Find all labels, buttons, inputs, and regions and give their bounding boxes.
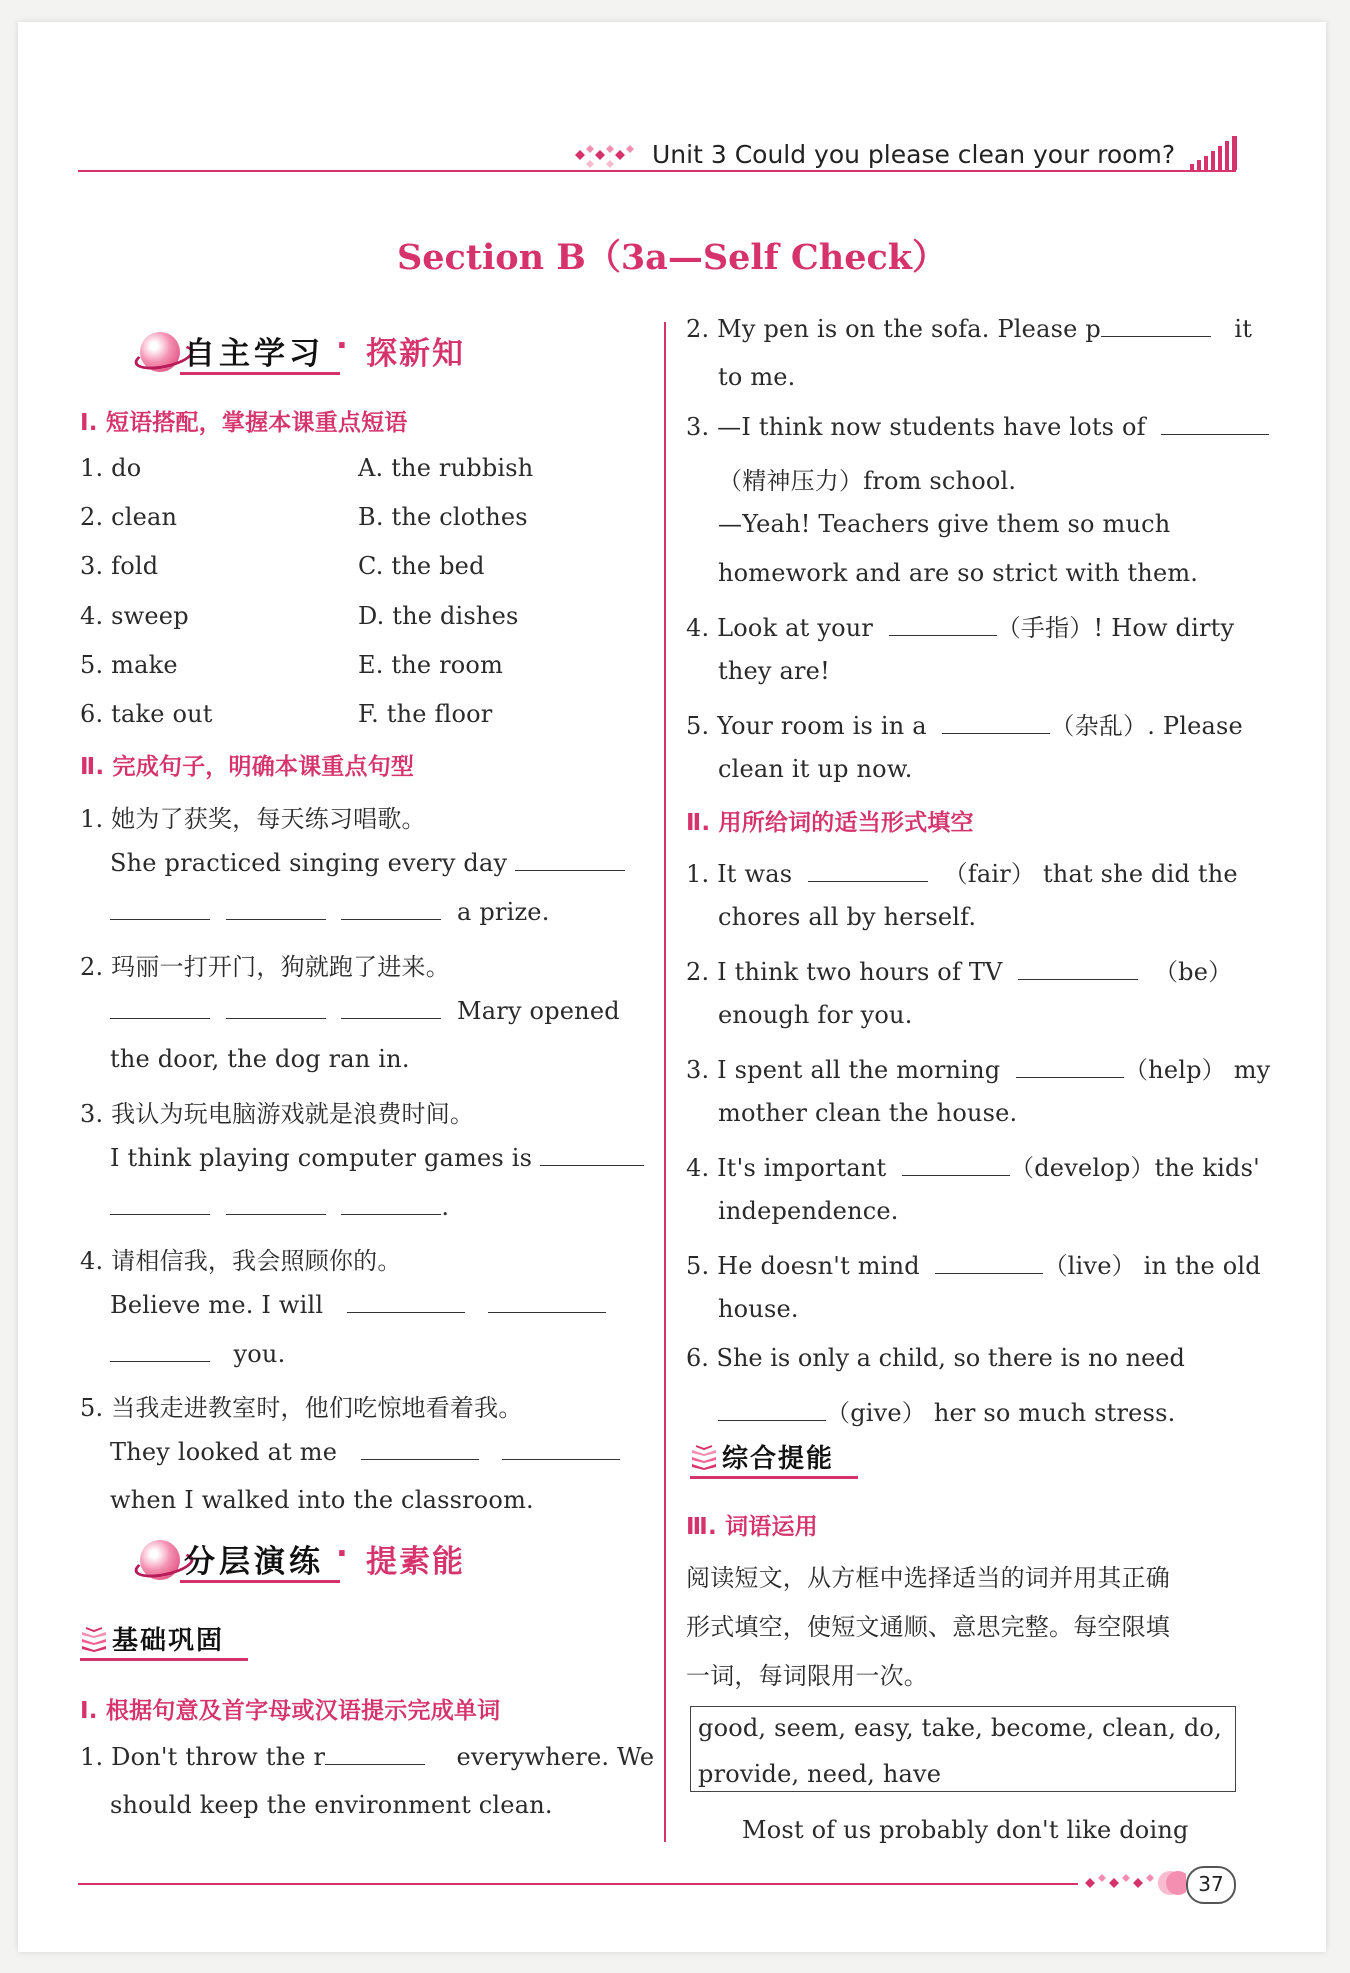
match-left-2: 2. clean — [80, 503, 178, 531]
q2-text: Mary opened — [457, 997, 620, 1025]
match-left-1: 1. do — [80, 454, 142, 482]
subheading-basic — [80, 1618, 248, 1660]
f5-line1 — [686, 1246, 1261, 1281]
q1-blank-1[interactable] — [515, 848, 625, 871]
r2-line1 — [686, 314, 1252, 343]
r2-text-2: it — [1234, 315, 1253, 343]
banner-black-text: 分层演练 — [184, 1544, 324, 1580]
match-right-b: B. the clothes — [358, 503, 528, 531]
q5-text: They looked at me — [110, 1438, 338, 1466]
column-divider — [664, 322, 666, 1842]
banner-dot: · — [336, 1536, 350, 1572]
f3-text-2: （help） my — [1123, 1056, 1271, 1084]
f3-blank[interactable] — [1016, 1055, 1124, 1078]
banner-underline — [180, 372, 340, 375]
word-box-line-2: provide, need, have — [698, 1760, 942, 1788]
f4-text-2: （develop）the kids' — [1010, 1154, 1260, 1182]
match-left-3: 3. fold — [80, 552, 159, 580]
subheading-underline — [80, 1658, 248, 1661]
f2-line1 — [686, 952, 1232, 987]
q4-text: Believe me. I will — [110, 1291, 324, 1319]
f4-blank[interactable] — [902, 1153, 1010, 1176]
f6-blank[interactable] — [718, 1398, 826, 1421]
q2-end: the door, the dog ran in. — [110, 1045, 410, 1073]
section-heading-5: Ⅲ. 词语运用 — [686, 1514, 818, 1540]
r4-line1 — [686, 608, 1234, 643]
match-right-f: F. the floor — [358, 700, 493, 728]
instruction-line-2: 形式填空，使短文通顺、意思完整。每空限填 — [686, 1613, 1170, 1641]
q5-english — [110, 1437, 620, 1466]
b1-line1 — [80, 1742, 654, 1771]
q1-line2 — [110, 897, 550, 926]
subheading-text: 基础巩固 — [112, 1626, 225, 1656]
page-number: 37 — [1186, 1866, 1236, 1904]
f6-line2 — [718, 1393, 1175, 1428]
match-left-6: 6. take out — [80, 700, 213, 728]
passage-first-line: Most of us probably don't like doing — [742, 1816, 1189, 1844]
f4-line1 — [686, 1148, 1260, 1183]
f6-line1: 6. She is only a child, so there is no need — [686, 1344, 1185, 1372]
r4-text: 4. Look at your — [686, 614, 874, 642]
r2-text: 2. My pen is on the sofa. Please p — [686, 315, 1101, 343]
signal-bars-icon — [1188, 134, 1240, 172]
banner-dot: · — [336, 328, 350, 364]
section-heading-4: Ⅱ. 用所给词的适当形式填空 — [686, 810, 974, 836]
q4-blank-3[interactable] — [110, 1339, 210, 1362]
f1-text: 1. It was — [686, 860, 793, 888]
workbook-page — [18, 22, 1326, 1952]
r5-text: 5. Your room is in a — [686, 712, 927, 740]
banner-self-study — [140, 324, 560, 376]
diamond-dots-icon — [574, 142, 638, 172]
r5-line2: clean it up now. — [718, 755, 913, 783]
r5-text-2: （杂乱）. Please — [1050, 712, 1243, 740]
f1-blank[interactable] — [808, 859, 928, 882]
match-right-a: A. the rubbish — [358, 454, 534, 482]
q2-blank-1[interactable] — [110, 996, 210, 1019]
b1-blank[interactable] — [325, 1742, 425, 1765]
q1-blank-4[interactable] — [341, 897, 441, 920]
match-right-d: D. the dishes — [358, 602, 519, 630]
instruction-line-3: 一词，每词限用一次。 — [686, 1662, 928, 1690]
f5-line2: house. — [718, 1295, 799, 1323]
f3-line1 — [686, 1050, 1270, 1085]
f5-text: 5. He doesn't mind — [686, 1252, 920, 1280]
r3-text: 3. —I think now students have lots of — [686, 413, 1146, 441]
section-heading-2: Ⅱ. 完成句子，明确本课重点句型 — [80, 754, 415, 780]
r3-line2: （精神压力）from school. — [718, 467, 1017, 495]
header-rule — [78, 170, 1236, 172]
q2-chinese: 2. 玛丽一打开门，狗就跑了进来。 — [80, 953, 450, 981]
banner-black-text: 自主学习 — [184, 336, 324, 372]
r4-text-2: （手指）! How dirty — [996, 614, 1235, 642]
q4-end-text: you. — [233, 1340, 286, 1368]
q3-end-text: . — [441, 1193, 450, 1221]
subheading-text: 综合提能 — [722, 1444, 835, 1474]
f4-line2: independence. — [718, 1197, 899, 1225]
q5-chinese: 5. 当我走进教室时，他们吃惊地看着我。 — [80, 1394, 523, 1422]
footer-rule — [78, 1883, 1078, 1885]
q1-blank-3[interactable] — [226, 897, 326, 920]
subheading-underline — [690, 1476, 858, 1479]
f4-text: 4. It's important — [686, 1154, 887, 1182]
q5-end: when I walked into the classroom. — [110, 1486, 534, 1514]
f6-text-2: （give） her so much stress. — [826, 1399, 1176, 1427]
r2-line2: to me. — [718, 363, 796, 391]
q2-blank-2[interactable] — [226, 996, 326, 1019]
q5-blank-1[interactable] — [361, 1437, 479, 1460]
q2-blank-3[interactable] — [341, 996, 441, 1019]
q1-english — [110, 848, 625, 877]
r3-line4: homework and are so strict with them. — [718, 559, 1199, 587]
f2-text: 2. I think two hours of TV — [686, 958, 1003, 986]
q3-line2 — [110, 1192, 449, 1221]
b1-text: 1. Don't throw the r — [80, 1743, 326, 1771]
page-title: Section B（3a—Self Check） — [396, 237, 948, 278]
banner-pink-text: 提素能 — [366, 1544, 465, 1580]
q3-blank-2[interactable] — [110, 1192, 210, 1215]
q3-chinese: 3. 我认为玩电脑游戏就是浪费时间。 — [80, 1100, 475, 1128]
f5-text-2: （live） in the old — [1043, 1252, 1261, 1280]
q4-chinese: 4. 请相信我，我会照顾你的。 — [80, 1247, 402, 1275]
f1-line2: chores all by herself. — [718, 903, 977, 931]
r3-line1 — [686, 412, 1269, 441]
r3-blank[interactable] — [1161, 412, 1269, 435]
q1-blank-2[interactable] — [110, 897, 210, 920]
banner-underline — [180, 1580, 340, 1583]
q4-line2 — [110, 1339, 285, 1368]
q3-blank-1[interactable] — [540, 1143, 644, 1166]
q3-text: I think playing computer games is — [110, 1144, 533, 1172]
q4-blank-2[interactable] — [488, 1290, 606, 1313]
q2-english — [110, 996, 620, 1025]
f2-blank[interactable] — [1018, 957, 1138, 980]
r5-blank[interactable] — [942, 711, 1050, 734]
f5-blank[interactable] — [935, 1251, 1043, 1274]
q3-blank-4[interactable] — [341, 1192, 441, 1215]
f3-line2: mother clean the house. — [718, 1099, 1018, 1127]
subheading-comprehensive — [690, 1436, 858, 1478]
b1-text-2: everywhere. We — [456, 1743, 655, 1771]
match-right-c: C. the bed — [358, 552, 485, 580]
r4-blank[interactable] — [889, 613, 997, 636]
instruction-line-1: 阅读短文，从方框中选择适当的词并用其正确 — [686, 1564, 1170, 1592]
section-heading-1: Ⅰ. 短语搭配，掌握本课重点短语 — [80, 410, 408, 436]
banner-layered-practice — [140, 1532, 560, 1584]
q1-text: She practiced singing every day — [110, 849, 508, 877]
f1-text-2: （fair） that she did the — [943, 860, 1238, 888]
match-left-4: 4. sweep — [80, 602, 189, 630]
q1-end-text: a prize. — [457, 898, 550, 926]
diamond-dots-icon — [1082, 1868, 1186, 1898]
f1-line1 — [686, 854, 1238, 889]
q4-blank-1[interactable] — [347, 1290, 465, 1313]
q3-english — [110, 1143, 644, 1172]
r2-blank[interactable] — [1101, 314, 1211, 337]
f2-text-2: （be） — [1153, 958, 1233, 986]
book-stack-icon — [80, 1626, 108, 1652]
word-box-line-1: good, seem, easy, take, become, clean, do, — [698, 1714, 1222, 1742]
match-left-5: 5. make — [80, 651, 178, 679]
f3-text: 3. I spent all the morning — [686, 1056, 1001, 1084]
header-unit-title: Unit 3 Could you please clean your room? — [652, 140, 1176, 169]
book-stack-icon — [690, 1444, 718, 1470]
match-right-e: E. the room — [358, 651, 504, 679]
b1-line2: should keep the environment clean. — [110, 1791, 553, 1819]
section-heading-3: Ⅰ. 根据句意及首字母或汉语提示完成单词 — [80, 1698, 501, 1724]
r3-line3: —Yeah! Teachers give them so much — [718, 510, 1171, 538]
q4-english — [110, 1290, 606, 1319]
banner-pink-text: 探新知 — [366, 336, 465, 372]
q5-blank-2[interactable] — [502, 1437, 620, 1460]
q3-blank-3[interactable] — [226, 1192, 326, 1215]
r5-line1 — [686, 706, 1243, 741]
r4-line2: they are! — [718, 657, 830, 685]
q1-chinese: 1. 她为了获奖，每天练习唱歌。 — [80, 805, 426, 833]
f2-line2: enough for you. — [718, 1001, 913, 1029]
